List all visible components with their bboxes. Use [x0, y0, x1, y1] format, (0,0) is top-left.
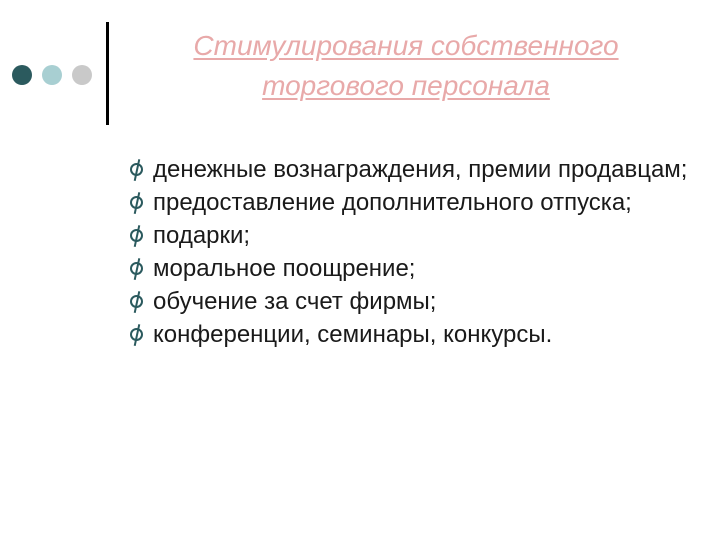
circle-slash-bullet-icon	[130, 328, 143, 341]
list-item-text: денежные вознаграждения, премии продавцам;	[153, 156, 688, 183]
list-item	[128, 155, 708, 185]
title-line-2: торгового персонала	[262, 70, 550, 101]
list-item-text: конференции, семинары, конкурсы.	[153, 321, 553, 348]
dark-teal-dot	[12, 65, 32, 85]
list-item	[128, 254, 708, 284]
list-item	[128, 221, 708, 251]
list-item-text: моральное поощрение;	[153, 255, 416, 282]
slide-title	[116, 26, 696, 106]
decorative-dots	[12, 65, 97, 85]
title-line-1: Стимулирования собственного	[193, 30, 619, 61]
circle-slash-bullet-icon	[130, 262, 143, 275]
bullet-list	[128, 155, 708, 353]
list-item	[128, 320, 708, 350]
gray-dot	[72, 65, 92, 85]
circle-slash-bullet-icon	[130, 196, 143, 209]
list-item	[128, 188, 708, 218]
circle-slash-bullet-icon	[130, 163, 143, 176]
list-item	[128, 287, 708, 317]
list-item-text: подарки;	[153, 222, 251, 249]
circle-slash-bullet-icon	[130, 229, 143, 242]
title-divider-line	[106, 22, 109, 125]
list-item-text: обучение за счет фирмы;	[153, 288, 437, 315]
circle-slash-bullet-icon	[130, 295, 143, 308]
list-item-text: предоставление дополнительного отпуска;	[153, 189, 632, 216]
light-teal-dot	[42, 65, 62, 85]
